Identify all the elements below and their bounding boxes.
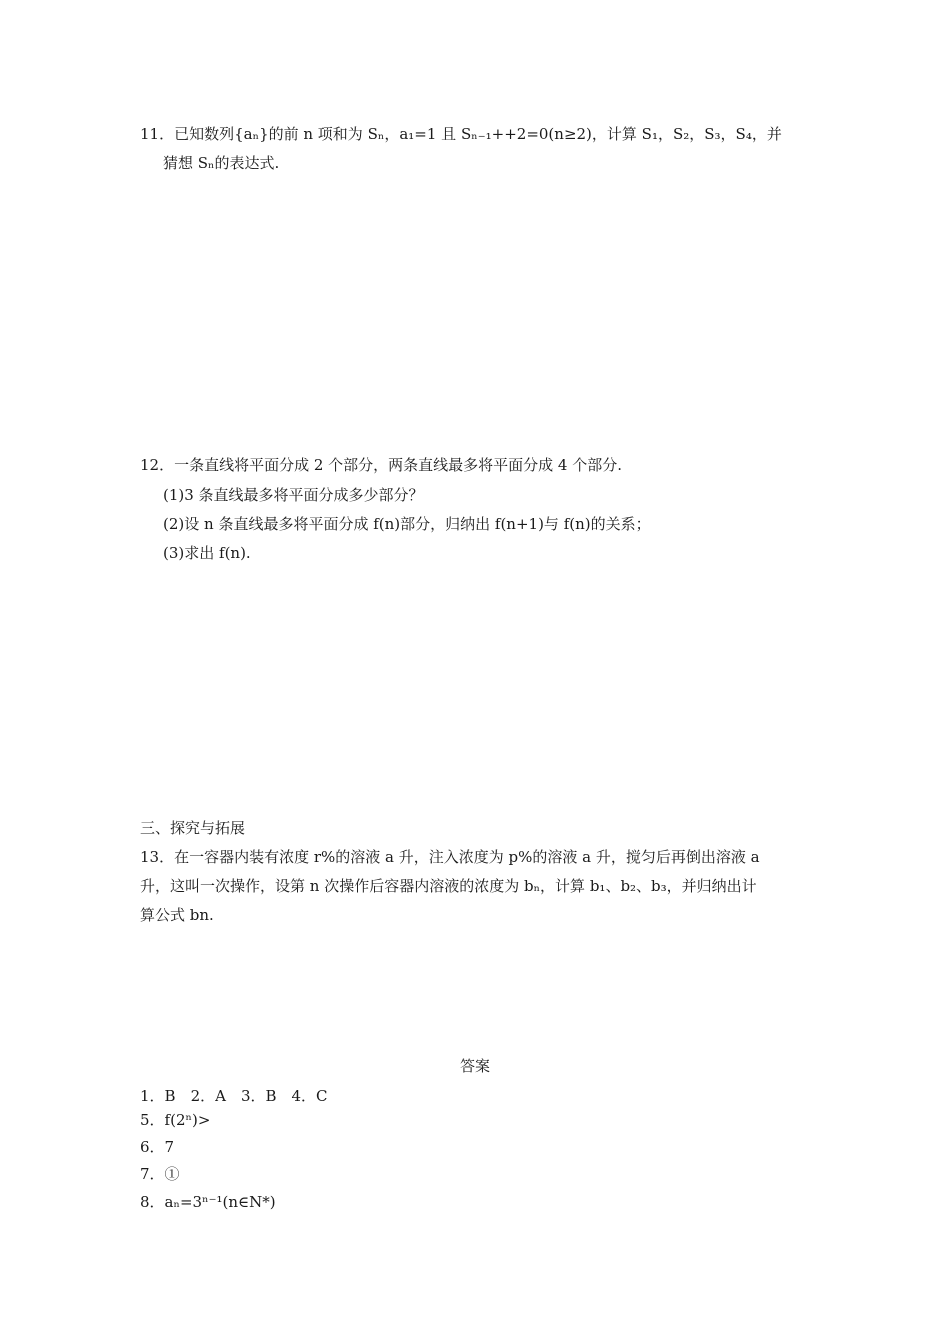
- q13-line2: 升，这叫一次操作，设第 n 次操作后容器内溶液的浓度为 bₙ，计算 b₁、b₂、b₃，并归纳出计: [140, 877, 757, 895]
- answer-item: 1．B 2．A 3．B 4．C: [140, 1087, 328, 1105]
- answer-item: 8．aₙ=3ⁿ⁻¹(n∈N*): [140, 1193, 276, 1211]
- q11-line2: 猜想 Sₙ的表达式.: [163, 154, 280, 172]
- q12-part3: (3)求出 f(n).: [163, 544, 251, 562]
- answer-item: 7．①: [140, 1165, 180, 1183]
- q12-stem: 12．一条直线将平面分成 2 个部分，两条直线最多将平面分成 4 个部分.: [140, 456, 623, 474]
- q11-line1: 11．已知数列{aₙ}的前 n 项和为 Sₙ，a₁=1 且 Sₙ₋₁++2=0(n≥2)，计算 S₁，S₂，S₃，S₄，并: [140, 125, 782, 143]
- q12-part1: (1)3 条直线最多将平面分成多少部分？: [163, 486, 424, 504]
- q13-line3: 算公式 bn.: [140, 906, 214, 924]
- q12-part2: (2)设 n 条直线最多将平面分成 f(n)部分，归纳出 f(n+1)与 f(n)的关系；: [163, 515, 651, 533]
- q13-line1: 13．在一容器内装有浓度 r%的溶液 a 升，注入浓度为 p%的溶液 a 升，搅匀后再倒出溶液 a: [140, 848, 760, 866]
- section-heading: 三、探究与拓展: [140, 819, 246, 837]
- answer-item: 5．f(2ⁿ)>: [140, 1111, 211, 1129]
- answers-title: 答案: [459, 1057, 490, 1075]
- answer-item: 6．7: [140, 1138, 175, 1156]
